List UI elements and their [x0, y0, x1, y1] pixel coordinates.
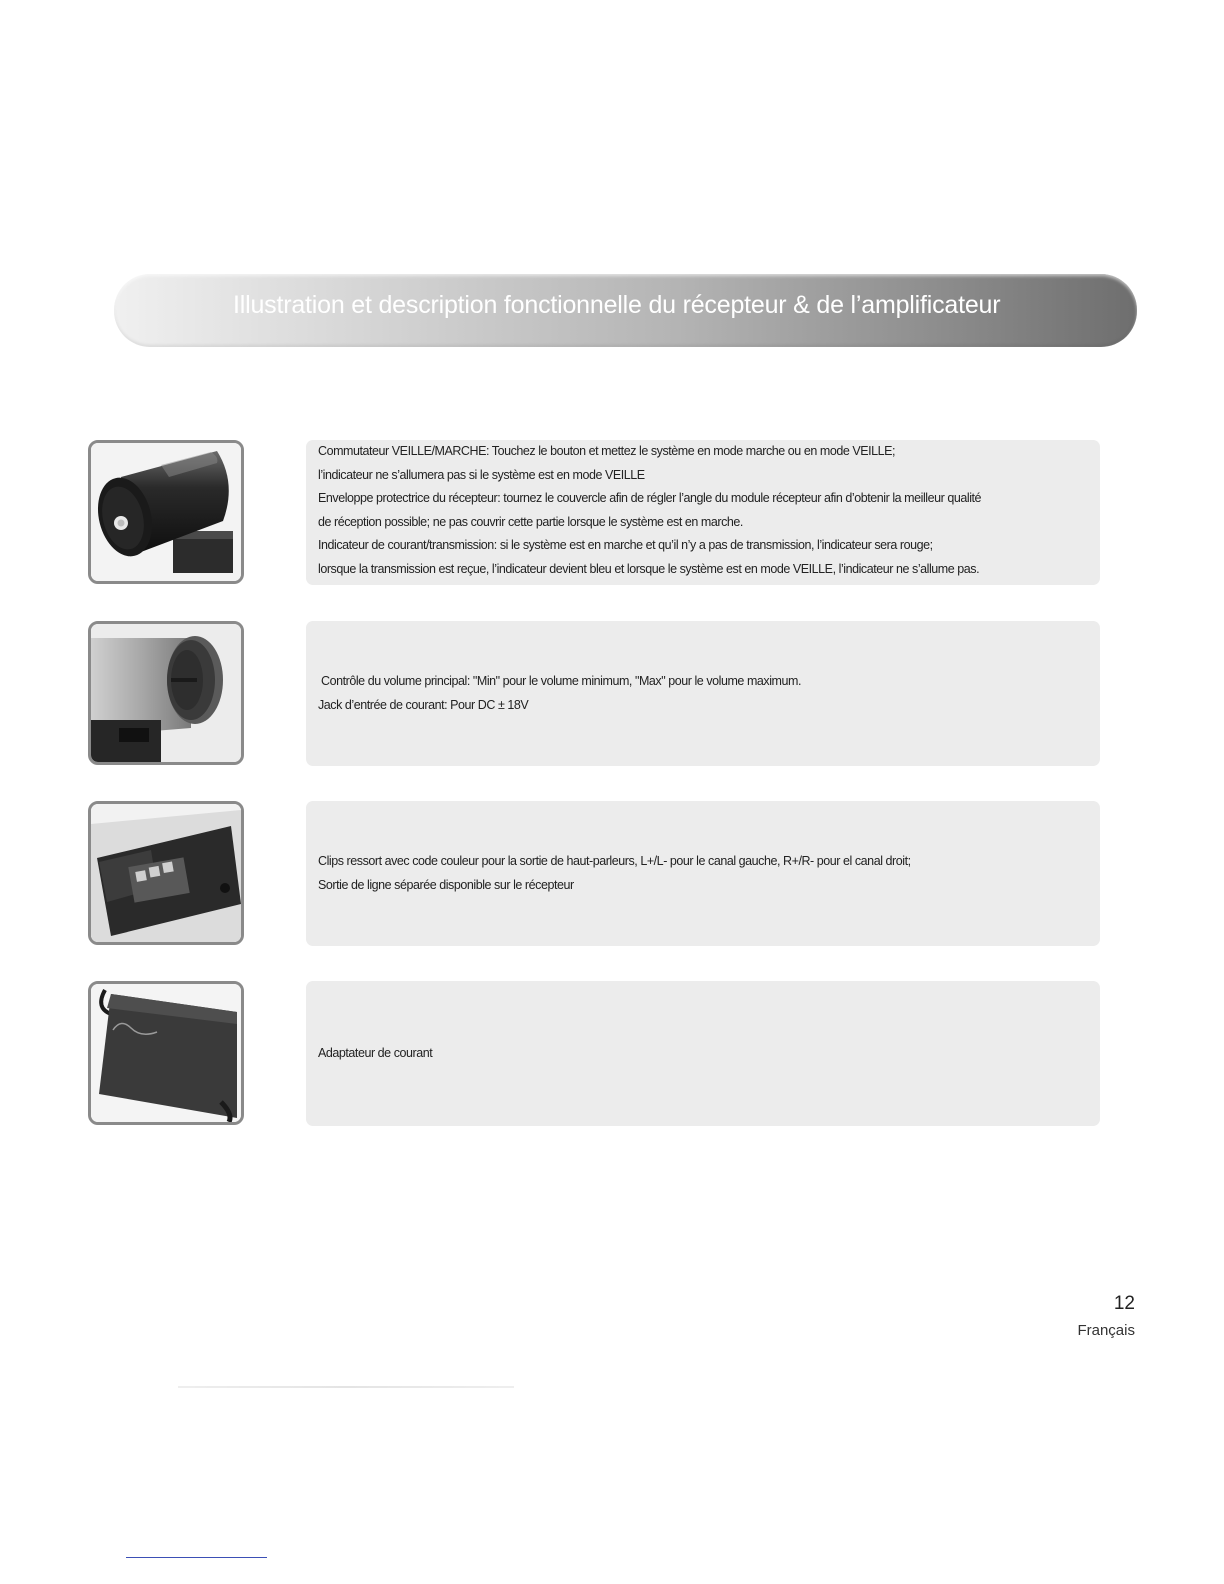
title-banner — [114, 274, 1137, 347]
description-line: Indicateur de courant/transmission: si le système est en marche et qu’il n’y a pas de transmission, l’indicateur sera rouge; — [318, 538, 933, 552]
faint-divider — [178, 1386, 514, 1388]
description-line: Sortie de ligne séparée disponible sur le récepteur — [318, 877, 574, 892]
speaker-clips-description — [306, 801, 1100, 946]
page-number: 12 — [1113, 1293, 1135, 1314]
speaker-clips-photo-icon — [88, 801, 244, 945]
description-line: Enveloppe protectrice du récepteur: tournez le couvercle afin de régler l’angle du module récepteur afin d’obtenir la meilleur qualité — [318, 491, 982, 505]
volume-knob-photo-icon — [88, 621, 244, 765]
section-volume — [0, 621, 1224, 769]
power-adapter-description — [306, 981, 1100, 1126]
power-adapter-photo-icon — [88, 981, 244, 1125]
page-title: Illustration et description fonctionnelle du récepteur & de l’amplificateur — [233, 291, 1001, 319]
section-power-adapter — [0, 981, 1224, 1129]
description-line: Clips ressort avec code couleur pour la sortie de haut-parleurs, L+/L- pour le canal gauche, R+/R- pour el canal droit; — [318, 854, 911, 868]
footnote-rule — [126, 1557, 267, 1558]
description-line: Contrôle du volume principal: "Min" pour le volume minimum, "Max" pour le volume maximum. — [318, 674, 801, 688]
receiver-front-photo-icon — [88, 440, 244, 584]
description-line: Jack d’entrée de courant: Pour DC ± 18V — [318, 697, 529, 712]
section-speaker-clips — [0, 801, 1224, 949]
description-line: l’indicateur ne s’allumera pas si le système est en mode VEILLE — [318, 467, 645, 482]
receiver-description — [306, 440, 1100, 585]
description-line: Adaptateur de courant — [318, 1046, 433, 1060]
section-receiver — [0, 440, 1224, 588]
page-language: Français — [1077, 1322, 1135, 1339]
description-line: lorsque la transmission est reçue, l’indicateur devient bleu et lorsque le système est en mode VEILLE, l’indicateur ne s’allume pas. — [318, 561, 980, 576]
description-line: Commutateur VEILLE/MARCHE: Touchez le bouton et mettez le système en mode marche ou en mode VEILLE; — [318, 444, 896, 458]
volume-description — [306, 621, 1100, 766]
description-line: de réception possible; ne pas couvrir cette partie lorsque le système est en marche. — [318, 514, 743, 529]
